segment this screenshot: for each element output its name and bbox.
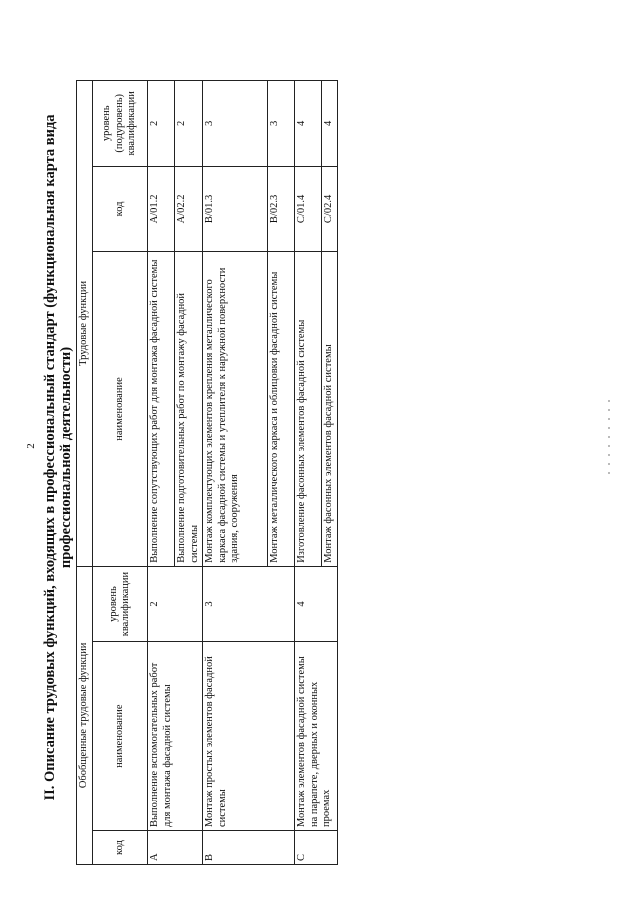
functional-map-table bbox=[76, 80, 338, 865]
function-level: 3 bbox=[268, 81, 295, 167]
header-function-code: код bbox=[93, 166, 148, 252]
section-title-line-2: профессиональной деятельности) bbox=[58, 346, 74, 569]
rotated-document-content bbox=[42, 45, 362, 870]
table-row bbox=[295, 81, 322, 865]
function-code: A/02.2 bbox=[175, 166, 203, 252]
group-level: 3 bbox=[203, 566, 295, 642]
function-name: Выполнение сопутствующих работ для монтажа фасадной системы bbox=[148, 252, 175, 567]
page-number: 2 bbox=[25, 443, 37, 449]
header-generalized-functions: Обобщенные трудовые функции bbox=[77, 566, 93, 864]
function-name: Монтаж металлического каркаса и облицовки фасадной системы bbox=[268, 252, 295, 567]
function-code: C/02.4 bbox=[322, 166, 338, 252]
function-code: C/01.4 bbox=[295, 166, 322, 252]
table-row bbox=[148, 81, 175, 865]
table-row bbox=[203, 81, 268, 865]
function-name: Изготовление фасонных элементов фасадной системы bbox=[295, 252, 322, 567]
group-header-row bbox=[77, 81, 93, 865]
group-code: C bbox=[295, 831, 338, 865]
header-name: наименование bbox=[93, 642, 148, 831]
scan-artifact-marks bbox=[608, 400, 610, 480]
header-qualification-level: уровень квалификации bbox=[93, 566, 148, 642]
group-name: Монтаж элементов фасадной системы на парапете, дверных и оконных проемах bbox=[295, 642, 338, 831]
header-labor-functions: Трудовые функции bbox=[77, 81, 93, 567]
function-level: 2 bbox=[148, 81, 175, 167]
group-level: 2 bbox=[148, 566, 203, 642]
function-name: Выполнение подготовительных работ по монтажу фасадной системы bbox=[175, 252, 203, 567]
function-level: 3 bbox=[203, 81, 268, 167]
header-function-level: уровень (подуровень) квалификации bbox=[93, 81, 148, 167]
function-level: 4 bbox=[322, 81, 338, 167]
function-name: Монтаж комплектующих элементов крепления металлического каркаса фасадной системы и утеплителя к наружной поверхности здания, сооружения bbox=[203, 252, 268, 567]
function-code: A/01.2 bbox=[148, 166, 175, 252]
group-code: B bbox=[203, 831, 295, 865]
column-header-row bbox=[93, 81, 148, 865]
function-code: B/01.3 bbox=[203, 166, 268, 252]
function-code: B/02.3 bbox=[268, 166, 295, 252]
header-code: код bbox=[93, 831, 148, 865]
section-title-line-1: II. Описание трудовых функций, входящих в профессиональный стандарт (функциональная карта вида bbox=[42, 114, 58, 801]
group-code: A bbox=[148, 831, 203, 865]
header-function-name: наименование bbox=[93, 252, 148, 567]
function-name: Монтаж фасонных элементов фасадной системы bbox=[322, 252, 338, 567]
section-title bbox=[42, 45, 76, 870]
function-level: 2 bbox=[175, 81, 203, 167]
group-name: Монтаж простых элементов фасадной системы bbox=[203, 642, 295, 831]
function-level: 4 bbox=[295, 81, 322, 167]
group-name: Выполнение вспомогательных работ для монтажа фасадной системы bbox=[148, 642, 203, 831]
group-level: 4 bbox=[295, 566, 338, 642]
